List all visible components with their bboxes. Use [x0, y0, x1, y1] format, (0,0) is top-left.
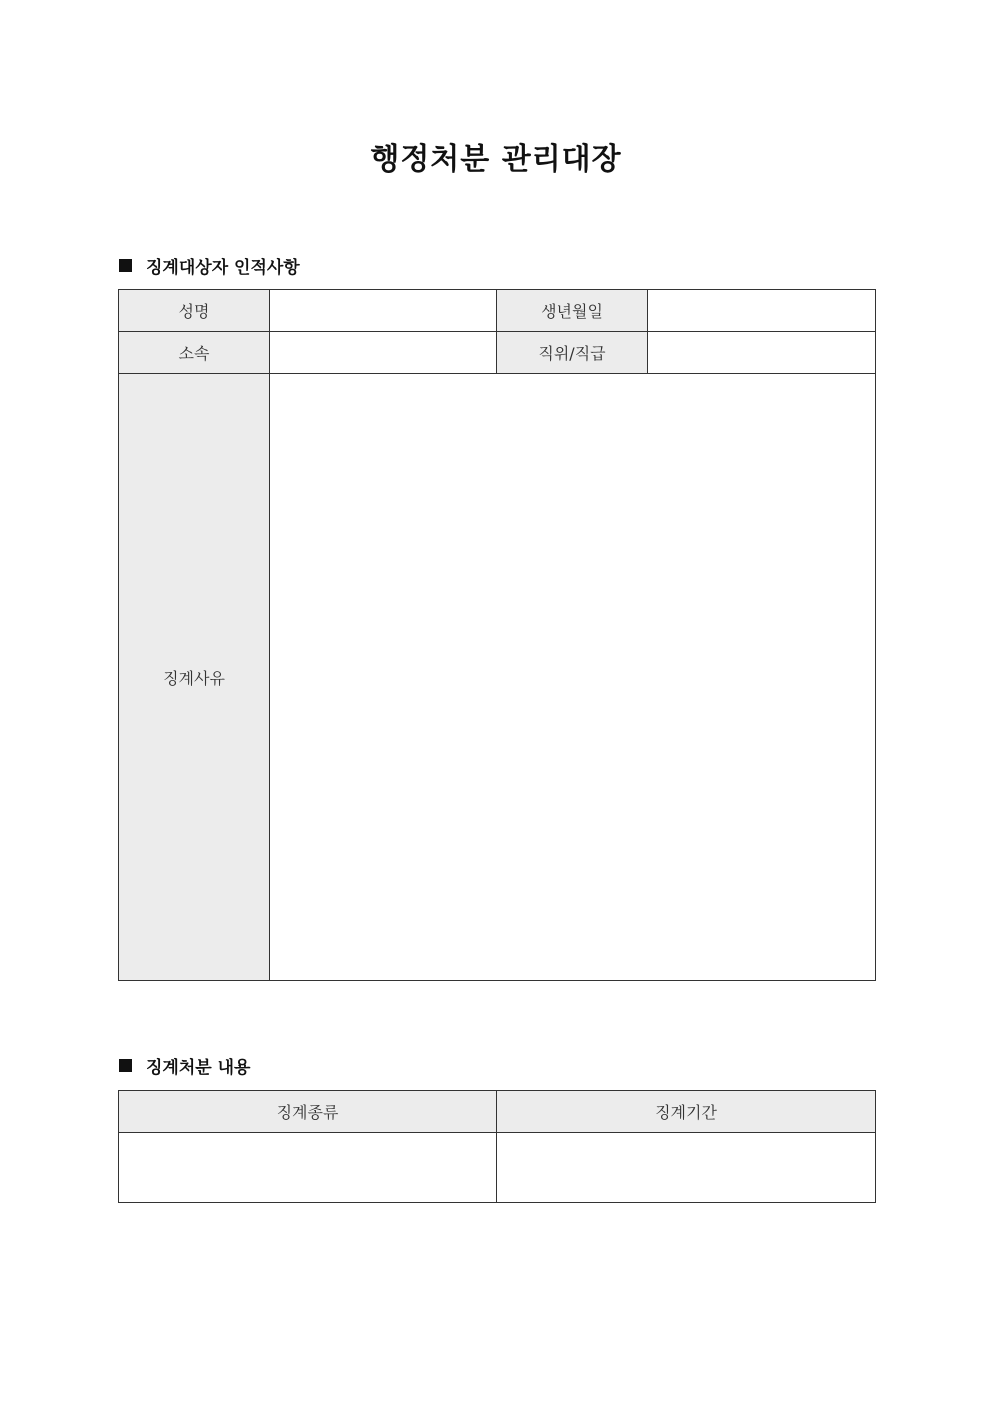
- square-bullet-icon: [119, 1059, 132, 1072]
- section-heading-disciplinary-action: [119, 1054, 250, 1076]
- discipline-period-field[interactable]: [497, 1133, 876, 1203]
- reason-field[interactable]: [270, 374, 876, 981]
- personal-info-table: [118, 289, 876, 981]
- section-heading-label: 징계대상자 인적사항: [146, 257, 300, 278]
- position-field[interactable]: [648, 332, 876, 374]
- table-row: [119, 374, 876, 981]
- reason-label: 징계사유: [119, 374, 270, 981]
- name-field[interactable]: [270, 290, 497, 332]
- birthdate-label: 생년월일: [497, 290, 648, 332]
- affiliation-label: 소속: [119, 332, 270, 374]
- section-heading-personal-info: [119, 254, 300, 276]
- table-header-row: [119, 1091, 876, 1133]
- name-label: 성명: [119, 290, 270, 332]
- document-title: 행정처분 관리대장: [370, 142, 622, 177]
- affiliation-field[interactable]: [270, 332, 497, 374]
- discipline-type-field[interactable]: [119, 1133, 497, 1203]
- birthdate-field[interactable]: [648, 290, 876, 332]
- section-heading-label: 징계처분 내용: [146, 1057, 251, 1078]
- table-row: [119, 1133, 876, 1203]
- position-label: 직위/직급: [497, 332, 648, 374]
- square-bullet-icon: [119, 259, 132, 272]
- table-row: [119, 290, 876, 332]
- disciplinary-action-table: [118, 1090, 876, 1203]
- discipline-period-header: 징계기간: [497, 1091, 876, 1133]
- discipline-type-header: 징계종류: [119, 1091, 497, 1133]
- table-row: [119, 332, 876, 374]
